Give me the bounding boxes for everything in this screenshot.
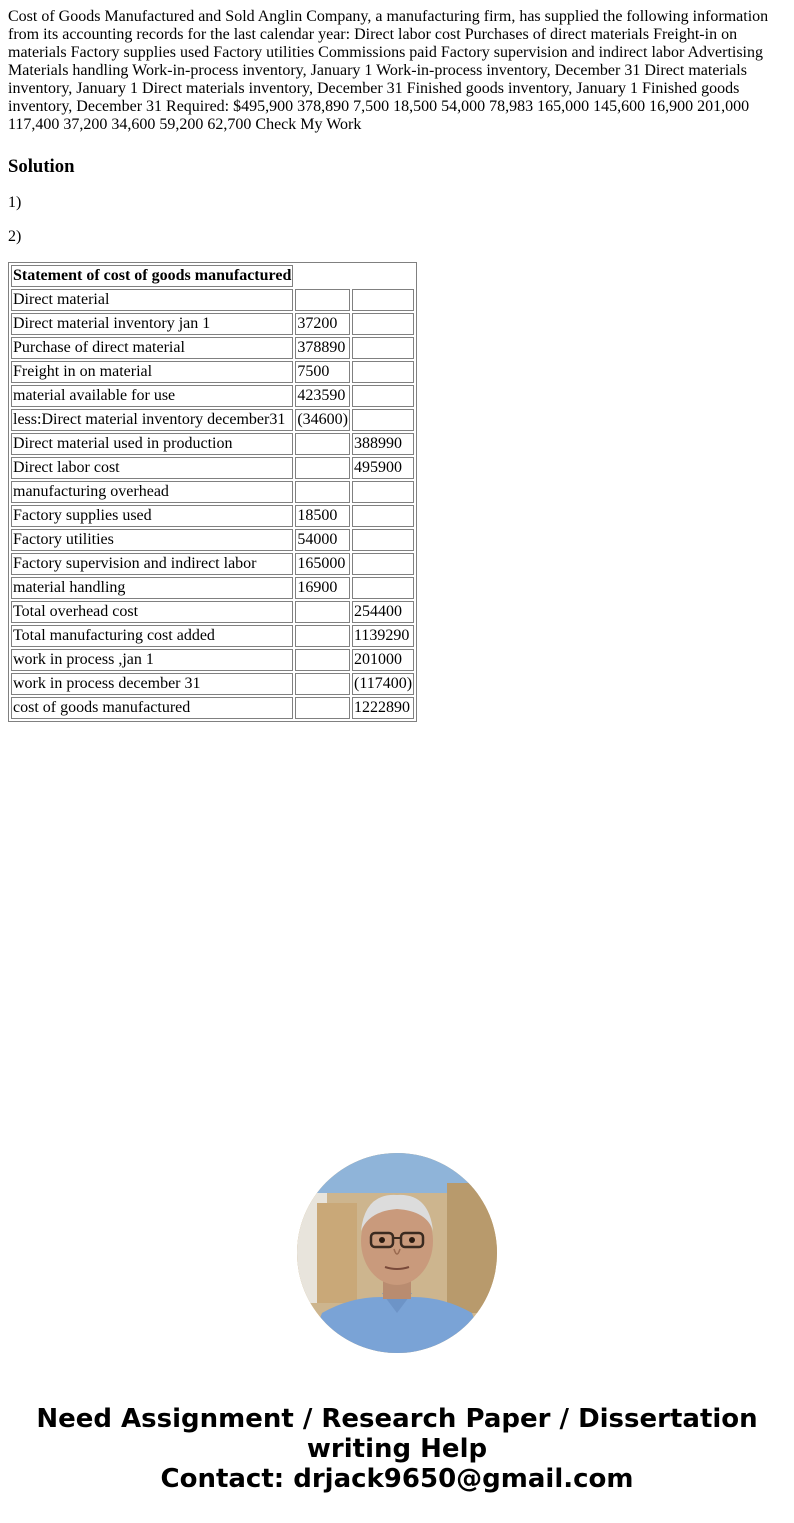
row-total (352, 289, 414, 311)
row-amount (295, 433, 350, 455)
row-amount: 54000 (295, 529, 350, 551)
banner-line-1: Need Assignment / Research Paper / Dissertation (36, 1404, 758, 1434)
row-amount (295, 601, 350, 623)
table-row (11, 385, 414, 407)
row-total (352, 337, 414, 359)
row-total (352, 529, 414, 551)
row-amount: 18500 (295, 505, 350, 527)
row-total (352, 313, 414, 335)
table-row (11, 433, 414, 455)
row-label: less:Direct material inventory december31 (11, 409, 293, 431)
table-row (11, 505, 414, 527)
row-amount (295, 457, 350, 479)
row-total: 495900 (352, 457, 414, 479)
table-row (11, 529, 414, 551)
table-row (11, 481, 414, 503)
row-total: 1139290 (352, 625, 414, 647)
row-total: 254400 (352, 601, 414, 623)
row-label: cost of goods manufactured (11, 697, 293, 719)
row-total (352, 481, 414, 503)
table-row (11, 409, 414, 431)
page-content (8, 8, 786, 722)
row-total (352, 577, 414, 599)
row-total (352, 505, 414, 527)
row-label: work in process ,jan 1 (11, 649, 293, 671)
solution-heading: Solution (8, 156, 75, 177)
row-label: Total overhead cost (11, 601, 293, 623)
author-photo (297, 1153, 497, 1353)
row-amount (295, 625, 350, 647)
row-total (352, 409, 414, 431)
table-row (11, 577, 414, 599)
row-label: material available for use (11, 385, 293, 407)
row-amount: 37200 (295, 313, 350, 335)
row-label: Direct material (11, 289, 293, 311)
row-label: Factory utilities (11, 529, 293, 551)
row-label: Total manufacturing cost added (11, 625, 293, 647)
row-total (352, 553, 414, 575)
row-amount: 423590 (295, 385, 350, 407)
part-1-label: 1) (8, 194, 22, 211)
row-amount (295, 481, 350, 503)
row-label: Direct labor cost (11, 457, 293, 479)
table-title-row (11, 265, 414, 287)
banner-line-3: Contact: drjack9650@gmail.com (160, 1464, 634, 1494)
table-row (11, 697, 414, 719)
table-row (11, 625, 414, 647)
row-label: Freight in on material (11, 361, 293, 383)
table-title: Statement of cost of goods manufactured (11, 265, 293, 287)
row-label: Direct material inventory jan 1 (11, 313, 293, 335)
contact-banner (0, 1404, 794, 1494)
row-amount (295, 649, 350, 671)
row-amount: 378890 (295, 337, 350, 359)
table-row (11, 673, 414, 695)
row-label: work in process december 31 (11, 673, 293, 695)
row-amount: (34600) (295, 409, 350, 431)
table-row (11, 649, 414, 671)
table-row (11, 337, 414, 359)
row-label: Purchase of direct material (11, 337, 293, 359)
row-amount: 7500 (295, 361, 350, 383)
row-label: Factory supplies used (11, 505, 293, 527)
row-amount: 16900 (295, 577, 350, 599)
table-row (11, 289, 414, 311)
row-total (352, 385, 414, 407)
person-photo-icon (297, 1153, 497, 1353)
table-row (11, 457, 414, 479)
table-row (11, 313, 414, 335)
cogm-statement-table (8, 262, 417, 722)
banner-line-2: writing Help (306, 1434, 488, 1464)
part-2-label: 2) (8, 228, 22, 245)
row-amount (295, 673, 350, 695)
table-row (11, 553, 414, 575)
row-total: 201000 (352, 649, 414, 671)
row-label: material handling (11, 577, 293, 599)
row-amount: 165000 (295, 553, 350, 575)
row-label: manufacturing overhead (11, 481, 293, 503)
row-total: 1222890 (352, 697, 414, 719)
row-total: (117400) (352, 673, 414, 695)
row-label: Direct material used in production (11, 433, 293, 455)
row-total (352, 361, 414, 383)
row-amount (295, 289, 350, 311)
row-amount (295, 697, 350, 719)
table-row (11, 361, 414, 383)
row-total: 388990 (352, 433, 414, 455)
table-row (11, 601, 414, 623)
question-text: Cost of Goods Manufactured and Sold Anglin Company, a manufacturing firm, has supplied the following information from its accounting records for the last calendar year: Direct labor cost Purchases of direct materials Freight-in on materials Factory supplies used Factory utilities Commissions paid Factory supervision and indirect labor Advertising Materials handling Work-in-process inventory, January 1 Work-in-process inventory, December 31 Direct materials inventory, January 1 Direct materials inventory, December 31 Finished goods inventory, January 1 Finished goods inventory, December 31 Required: $495,900 378,890 7,500 18,500 54,000 78,983 165,000 145,600 16,900 201,000 117,400 37,200 34,600 59,200 62,700 Check My Work (8, 8, 769, 133)
row-label: Factory supervision and indirect labor (11, 553, 293, 575)
